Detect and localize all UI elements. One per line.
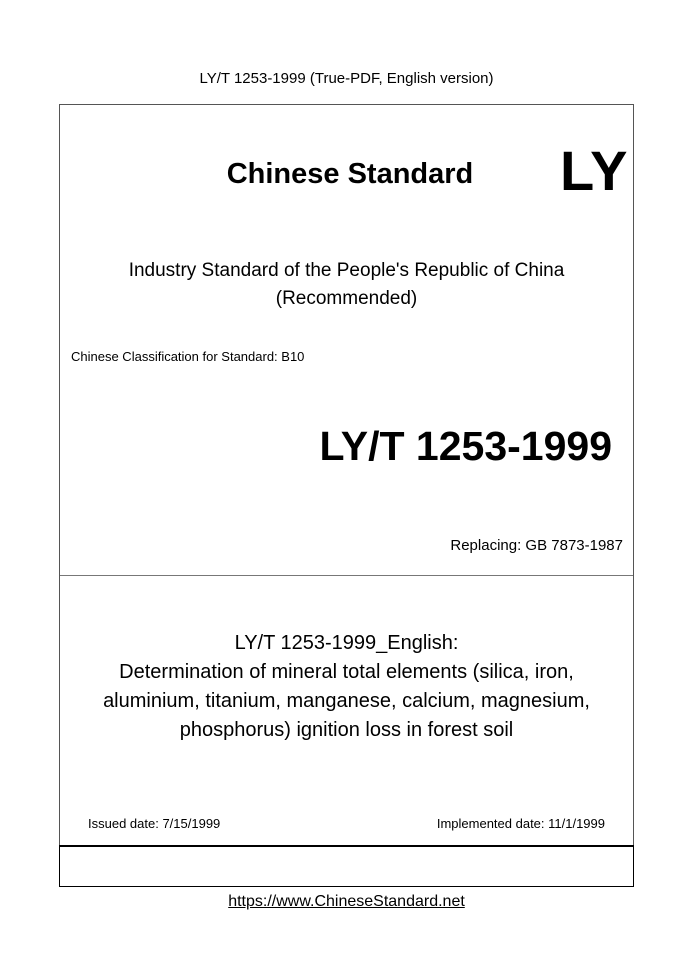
footer-website-link[interactable]: https://www.ChineseStandard.net [228, 893, 465, 910]
country-code: LY [560, 139, 629, 202]
industry-standard-line: Industry Standard of the People's Republic of China [128, 260, 565, 281]
document-title-line: Determination of mineral total elements (silica, iron, [119, 661, 574, 683]
issued-date: Issued date: 7/15/1999 [88, 816, 221, 831]
cover-box [59, 104, 634, 887]
bottom-panel [59, 845, 634, 887]
recommended-label: (Recommended) [275, 288, 418, 309]
document-title-line: LY/T 1253-1999_English: [234, 632, 459, 654]
document-title-line: aluminium, titanium, manganese, calcium, magnesium, [103, 690, 590, 712]
main-title: Chinese Standard [226, 158, 474, 190]
document-title-line: phosphorus) ignition loss in forest soil [179, 719, 514, 741]
classification-label: Chinese Classification for Standard: B10 [71, 349, 305, 364]
header-doc-line: LY/T 1253-1999 (True-PDF, English version) [199, 70, 494, 87]
section-divider [60, 575, 633, 576]
implemented-date: Implemented date: 11/1/1999 [436, 816, 605, 831]
replacing-label: Replacing: GB 7873-1987 [450, 537, 623, 554]
standard-number: LY/T 1253-1999 [319, 423, 612, 469]
